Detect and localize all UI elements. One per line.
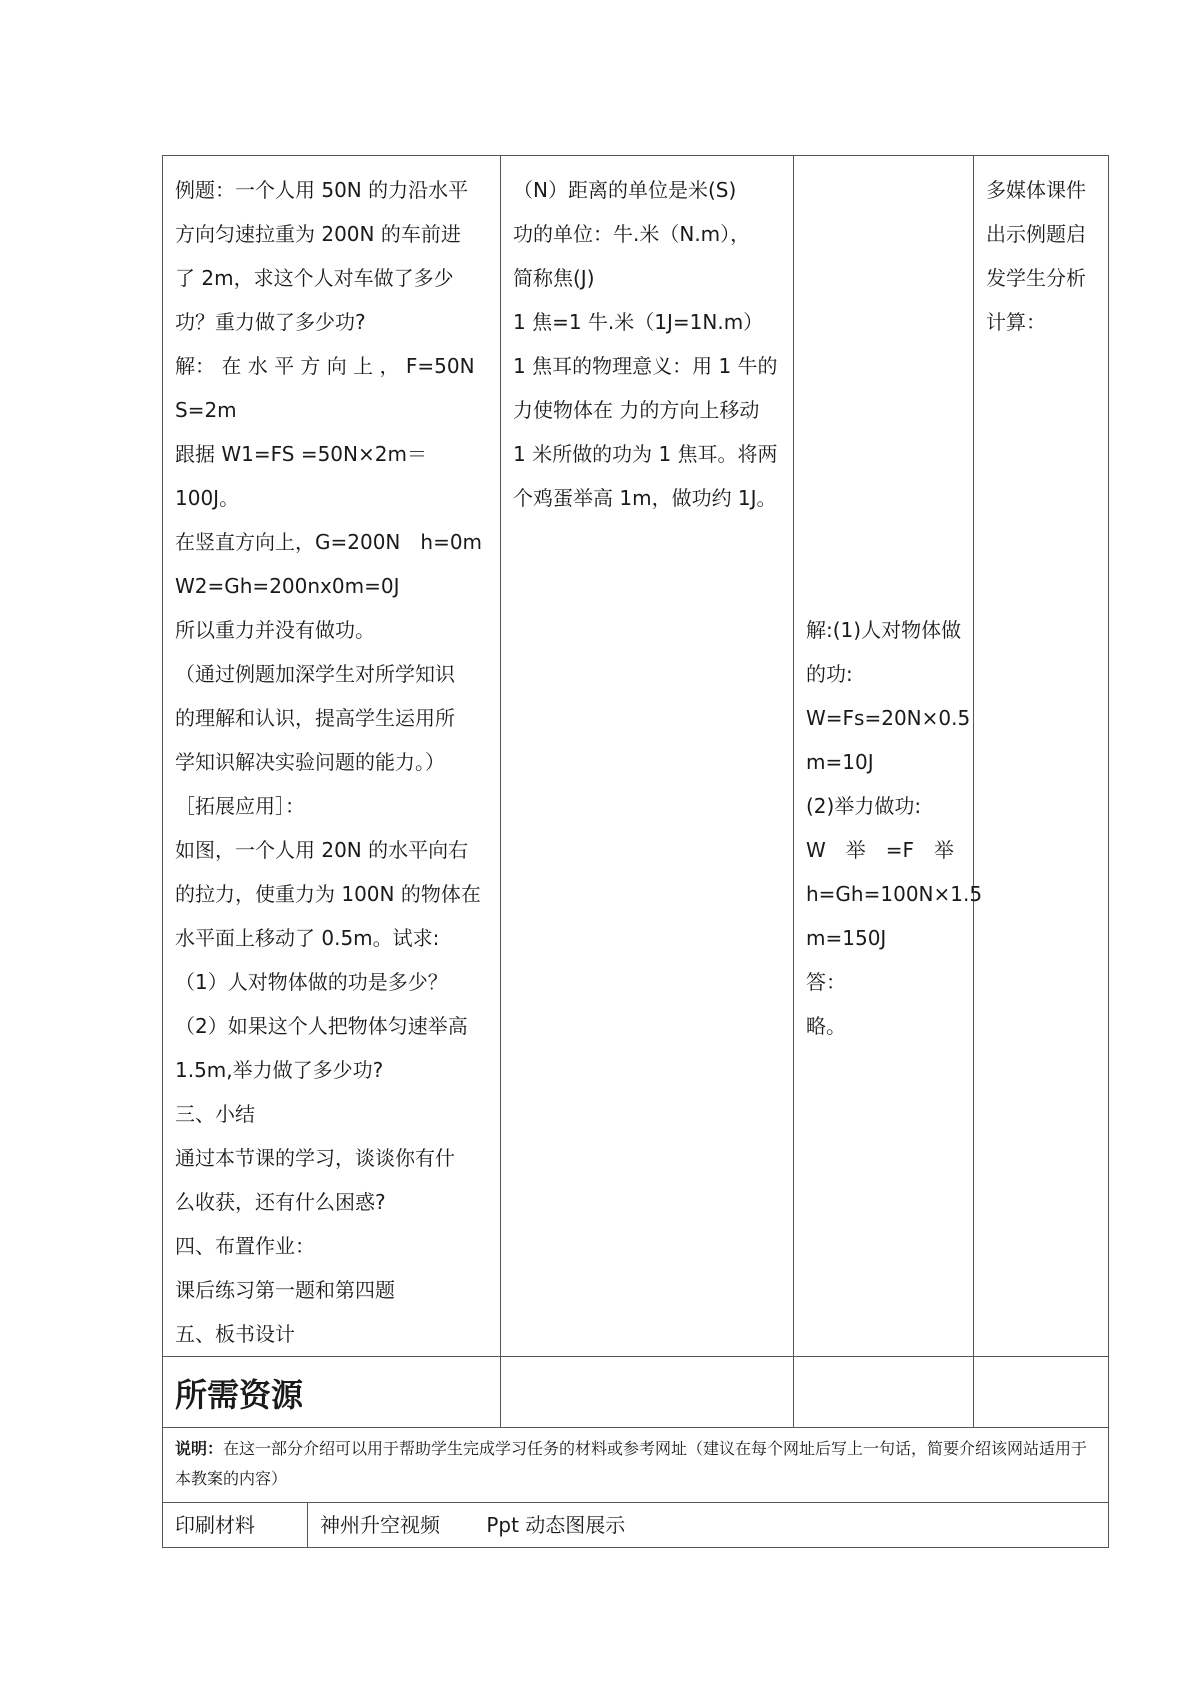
resources-empty-cell xyxy=(794,1357,974,1428)
content-line: 所以重力并没有做功。 xyxy=(175,618,375,642)
activity-line: （N）距离的单位是米(S) xyxy=(513,178,737,202)
content-line: 三、小结 xyxy=(175,1102,255,1126)
media-line: 出示例题启 xyxy=(986,222,1086,246)
resources-empty-cell xyxy=(501,1357,794,1428)
content-line: （1）人对物体做的功是多少？ xyxy=(175,970,448,994)
note-row xyxy=(163,1428,1109,1503)
activity-line: 1 米所做的功为 1 焦耳。将两 xyxy=(513,442,778,466)
activity-line: 简称焦(J) xyxy=(513,266,595,290)
content-line: 在竖直方向上，G=200N h=0m xyxy=(175,530,483,554)
note-text xyxy=(163,1428,1108,1500)
student-activity-cell xyxy=(501,156,794,1357)
activity-line: 力使物体在 力的方向上移动 xyxy=(513,398,760,422)
print-label: 印刷材料 xyxy=(163,1503,308,1548)
resources-row xyxy=(163,1357,1109,1428)
content-line: （2）如果这个人把物体匀速举高 xyxy=(175,1014,468,1038)
lesson-plan-sheet xyxy=(162,155,1108,1548)
activity-line: 个鸡蛋举高 1m，做功约 1J。 xyxy=(513,486,777,510)
solution-text xyxy=(794,156,983,1048)
solution-line: 略。 xyxy=(806,1014,846,1038)
content-line: 的理解和认识，提高学生运用所 xyxy=(175,706,455,730)
teaching-content xyxy=(163,156,500,1356)
resources-empty-cell xyxy=(974,1357,1109,1428)
note-cell xyxy=(163,1428,1109,1503)
content-line: 四、布置作业： xyxy=(175,1234,315,1258)
solution-line: W 举 =F 举 xyxy=(806,838,955,862)
content-line: （通过例题加深学生对所学知识 xyxy=(175,662,455,686)
lesson-table xyxy=(162,155,1109,1503)
resources-title-cell xyxy=(163,1357,501,1428)
solution-line: (2)举力做功: xyxy=(806,794,922,818)
content-line: 解： 在 水 平 方 向 上 ， F=50N xyxy=(175,354,475,378)
note-label: 说明： xyxy=(175,1439,224,1458)
solution-cell xyxy=(794,156,983,1357)
print-value: 神州升空视频 Ppt 动态图展示 xyxy=(308,1503,1109,1548)
solution-line: 解:(1)人对物体做 xyxy=(806,618,962,642)
content-line: 通过本节课的学习，谈谈你有什 xyxy=(175,1146,455,1170)
solution-line: 的功: xyxy=(806,662,853,686)
activity-line: 1 焦=1 牛.米（1J=1N.m） xyxy=(513,310,764,334)
content-line: 了 2m，求这个人对车做了多少 xyxy=(175,266,454,290)
content-line: 水平面上移动了 0.5m。试求: xyxy=(175,926,440,950)
content-line: 跟据 W1=FS =50N×2m＝100J。 xyxy=(175,442,427,510)
media-line: 多媒体课件 xyxy=(986,178,1086,202)
media-text xyxy=(974,156,1108,344)
solution-line: m=10J xyxy=(806,750,874,774)
media-line: 计算： xyxy=(986,310,1046,334)
print-row xyxy=(163,1503,1109,1548)
content-line: 方向匀速拉重为 200N 的车前进 xyxy=(175,222,461,246)
media-cell xyxy=(974,156,1109,1357)
content-line: ［拓展应用］： xyxy=(175,794,305,818)
note-body: 在这一部分介绍可以用于帮助学生完成学习任务的材料或参考网址（建议在每个网址后写上一句话，简要介绍该网站适用于本教案的内容） xyxy=(175,1439,1088,1488)
content-line: 例题：一个人用 50N 的力沿水平 xyxy=(175,178,469,202)
solution-line: m=150J 答： xyxy=(806,926,927,994)
content-line: 课后练习第一题和第四题 xyxy=(175,1278,395,1302)
content-line: 如图，一个人用 20N 的水平向右 xyxy=(175,838,469,862)
content-line: 的拉力，使重力为 100N 的物体在 xyxy=(175,882,481,906)
content-line: W2=Gh=200nx0m=0J xyxy=(175,574,400,598)
resources-title: 所需资源 xyxy=(175,1376,304,1414)
content-line: 1.5m,举力做了多少功? xyxy=(175,1058,384,1082)
solution-line: W=Fs=20N×0.5 xyxy=(806,706,971,730)
content-line: 五、板书设计 xyxy=(175,1322,295,1346)
media-line: 发学生分析 xyxy=(986,266,1086,290)
print-materials-table xyxy=(162,1503,1109,1548)
solution-line: h=Gh=100N×1.5 xyxy=(806,882,983,906)
content-line: S=2m xyxy=(175,398,237,422)
student-activity xyxy=(501,156,793,520)
content-line: 学知识解决实验问题的能力。） xyxy=(175,750,445,774)
teaching-content-cell xyxy=(163,156,501,1357)
activity-line: 1 焦耳的物理意义：用 1 牛的 xyxy=(513,354,778,378)
activity-line: 功的单位：牛.米（N.m）， xyxy=(513,222,751,246)
content-row xyxy=(163,156,1109,1357)
content-line: 功？重力做了多少功? xyxy=(175,310,366,334)
content-line: 么收获，还有什么困惑? xyxy=(175,1190,386,1214)
